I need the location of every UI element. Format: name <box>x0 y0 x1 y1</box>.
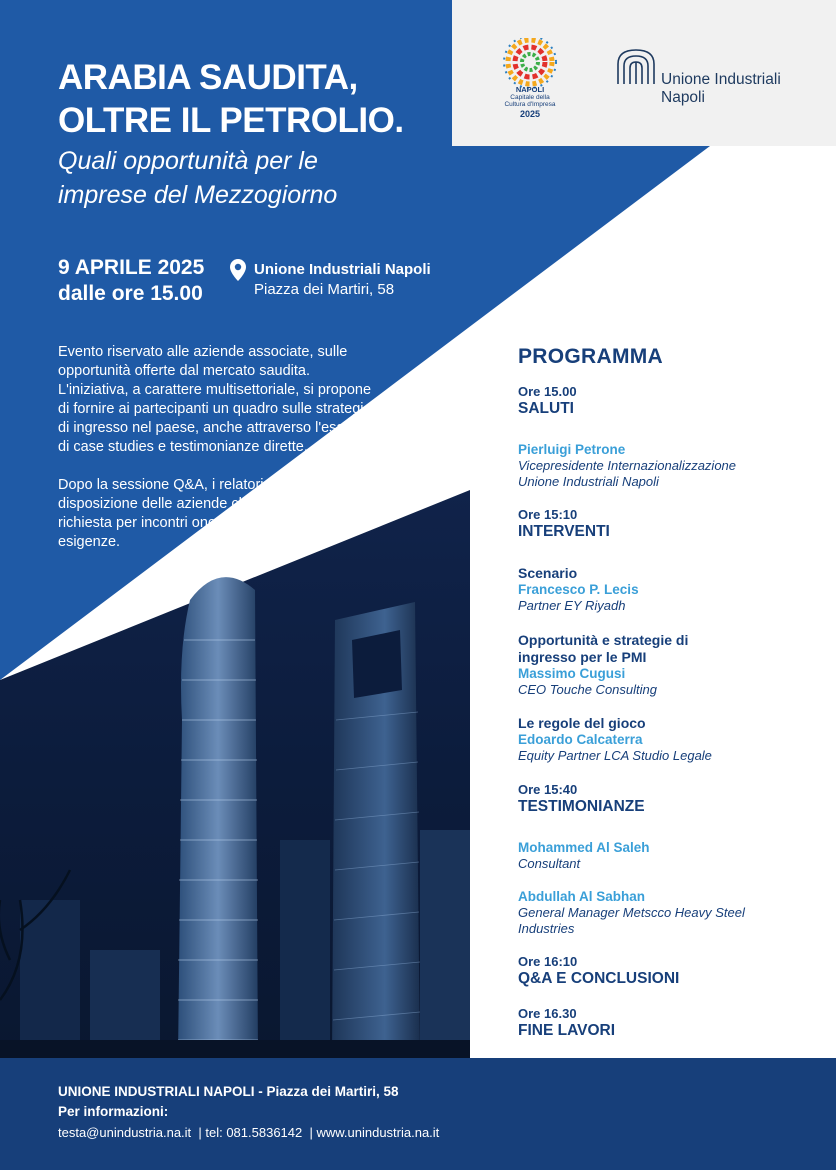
speaker-name: Mohammed Al Saleh <box>518 839 650 855</box>
program-time: Ore 15.00 <box>518 384 577 399</box>
napoli-logo-text <box>494 86 566 120</box>
program-item-fine <box>518 1006 818 1040</box>
program-time: Ore 16:10 <box>518 954 578 969</box>
description-paragraph1: Evento riservato alle aziende associate, sulle opportunità offerte dal mercato saudita. L'iniziativa, a carattere multisettoriale, si propone di fornire ai partecipanti un quadro sulle strategie di ingresso nel paese, anche attraverso l'esame di case studies e testimonianze dirette. <box>58 344 372 455</box>
program-heading: INTERVENTI <box>518 523 610 540</box>
event-title <box>58 56 404 142</box>
title-line2: OLTRE IL PETROLIO. <box>58 101 404 140</box>
speaker-saleh <box>518 840 818 872</box>
event-subtitle <box>58 144 337 212</box>
description-paragraph2: Dopo la sessione Q&A, i relatori sono a disposizione delle aziende che ne faranno richiesta per incontri one to one su specifiche esigenze. <box>58 477 349 550</box>
session-opportunita <box>518 632 818 698</box>
program-title: PROGRAMMA <box>518 345 664 368</box>
program-time: Ore 15:40 <box>518 781 578 797</box>
napoli-logo-year: 2025 <box>519 108 541 119</box>
napoli-logo-line2: Capitale della <box>510 93 550 101</box>
speaker-name: Edoardo Calcaterra <box>518 732 643 747</box>
unione-industriali-logo-text <box>661 71 781 107</box>
napoli-logo-line3: Cultura d'Impresa <box>504 101 556 108</box>
unione-industriali-logo-icon <box>614 46 658 86</box>
event-time: dalle ore 15.00 <box>58 282 203 305</box>
speaker-role: Equity Partner LCA Studio Legale <box>518 748 712 763</box>
speaker-name: Massimo Cugusi <box>518 665 626 681</box>
venue-name: Unione Industriali Napoli <box>254 261 431 278</box>
program-item-interventi <box>518 507 818 541</box>
session-scenario <box>518 565 818 614</box>
speaker-role: CEO Touche Consulting <box>518 681 657 697</box>
program-item-testimonianze <box>518 782 818 816</box>
speaker-role: Consultant <box>518 855 581 871</box>
program-heading: TESTIMONIANZE <box>518 797 645 815</box>
program-section <box>518 344 818 1058</box>
event-date-time <box>58 255 204 307</box>
program-heading: SALUTI <box>518 400 574 417</box>
event-description <box>58 343 378 571</box>
title-line1: ARABIA SAUDITA, <box>58 58 358 97</box>
ui-logo-line2: Napoli <box>661 89 705 106</box>
speaker-name: Francesco P. Lecis <box>518 582 639 597</box>
subtitle-line2: imprese del Mezzogiorno <box>58 181 338 209</box>
session-regole <box>518 715 818 764</box>
session-topic: Scenario <box>518 565 578 581</box>
speaker-role: Unione Industriali Napoli <box>518 473 659 489</box>
speaker-sabhan <box>518 889 818 936</box>
program-time: Ore 16.30 <box>518 1006 577 1021</box>
event-venue <box>254 260 431 300</box>
footer-info-label: Per informazioni: <box>58 1104 169 1119</box>
subtitle-line1: Quali opportunità per le <box>58 147 318 175</box>
speaker-role: Partner EY Riyadh <box>518 598 626 613</box>
location-pin-icon <box>230 259 246 281</box>
napoli-logo-line1: NAPOLI <box>515 85 545 94</box>
session-topic: Le regole del gioco <box>518 715 646 731</box>
program-item-qa <box>518 954 818 988</box>
program-item-saluti <box>518 384 818 418</box>
speaker-petrone <box>518 442 818 489</box>
program-time: Ore 15:10 <box>518 507 578 522</box>
session-topic: Opportunità e strategie di <box>518 631 689 648</box>
program-heading: Q&A E CONCLUSIONI <box>518 970 680 987</box>
speaker-name: Pierluigi Petrone <box>518 442 626 457</box>
event-date: 9 APRILE 2025 <box>58 256 205 279</box>
footer-organizer: UNIONE INDUSTRIALI NAPOLI - Piazza dei Martiri, 58 <box>58 1084 399 1099</box>
speaker-role: Vicepresidente Internazionalizzazione <box>518 458 737 473</box>
speaker-role: General Manager Metscco Heavy Steel <box>518 905 745 920</box>
program-heading: FINE LAVORI <box>518 1022 616 1039</box>
speaker-role: Industries <box>518 920 575 936</box>
footer-contacts: testa@unindustria.na.it | tel: 081.5836142 | www.unindustria.na.it <box>58 1125 440 1140</box>
session-topic: ingresso per le PMI <box>518 648 647 665</box>
speaker-name: Abdullah Al Sabhan <box>518 889 646 904</box>
ui-logo-line1: Unione Industriali <box>661 71 781 88</box>
venue-address: Piazza dei Martiri, 58 <box>254 281 395 298</box>
